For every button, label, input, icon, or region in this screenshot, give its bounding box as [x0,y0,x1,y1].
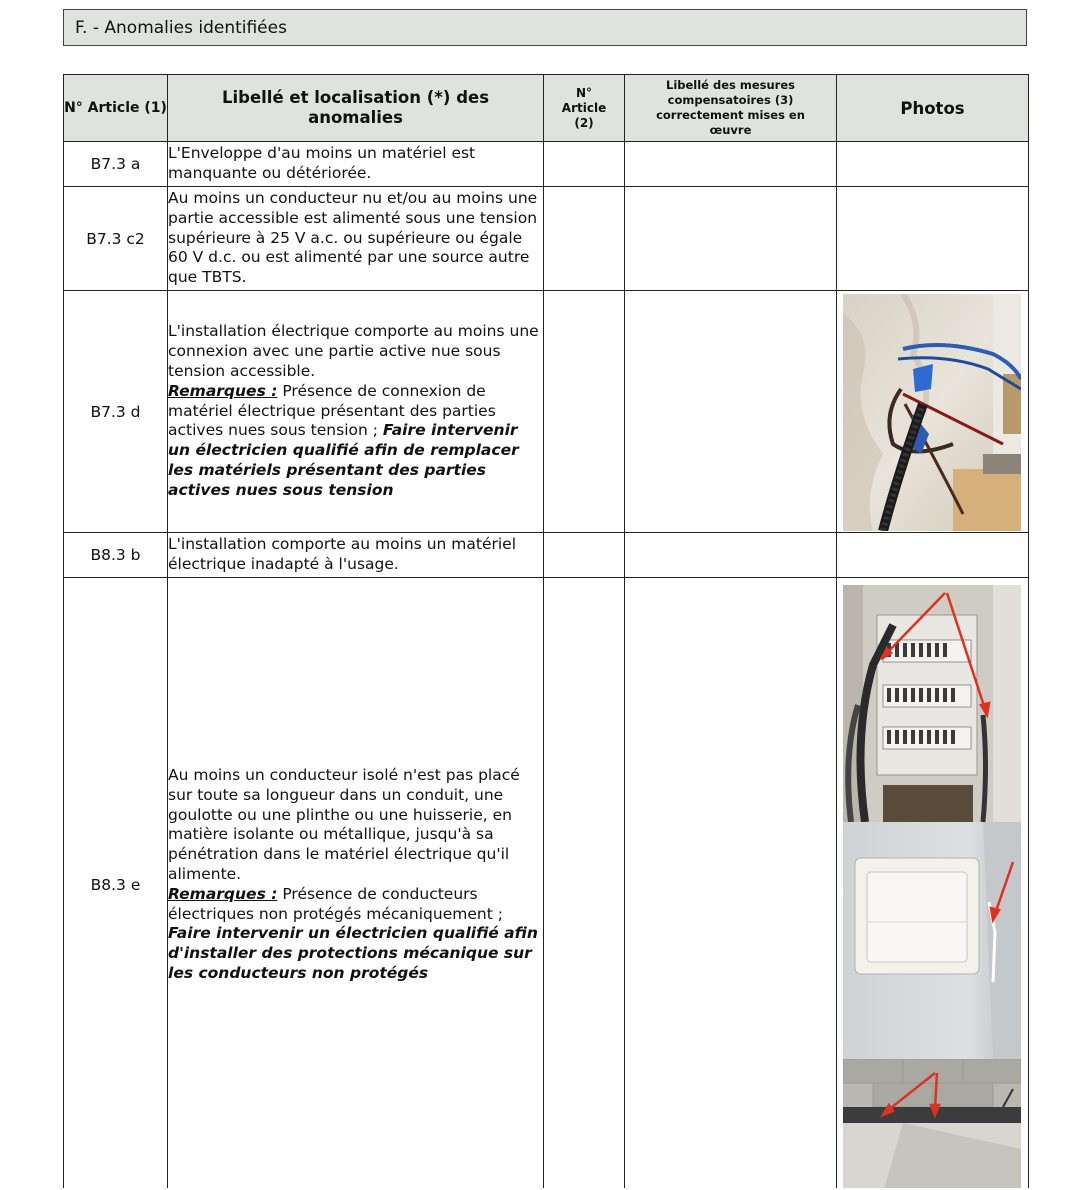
table-row [64,578,1029,1190]
n-article-cell [544,291,625,533]
remark-label: Remarques : [168,381,278,400]
remark-text: Présence de connexion de matériel électrique présentant des parties actives nues sous tension ; [168,381,496,440]
n-article-cell [544,533,625,578]
header-n-article: N° Article (2) [544,75,625,142]
header-photos: Photos [837,75,1029,142]
photo-cell [837,291,1029,533]
anomaly-description: Au moins un conducteur isolé n'est pas placé sur toute sa longueur dans un conduit, une goulotte ou une plinthe ou une huisserie, en matière isolante ou métallique, jusqu'à sa pénétration dans le matériel électrique qu'il alimente. Remarques : Présence de conducteurs électriques non protégés mécaniquement ; Faire intervenir un électricien qualifié afin d'installer des protections mécanique sur les conducteurs non protégés [168,578,544,1190]
photo-ceiling-cable [843,1059,1021,1190]
anomaly-description: Au moins un conducteur nu et/ou au moins une partie accessible est alimenté sous une tension supérieure à 25 V a.c. ou supérieure ou égale 60 V d.c. ou est alimenté par une source autre que TBTS. [168,187,544,291]
section-title: F. - Anomalies identifiées [63,9,1027,46]
table-row [64,142,1029,187]
wall-switch-image [843,822,1021,1059]
anomaly-description: L'installation comporte au moins un matériel électrique inadapté à l'usage. [168,533,544,578]
exposed-wiring-image [843,294,1021,531]
table-row [64,533,1029,578]
photo-electrical-panel [843,585,1021,822]
mesures-cell [625,142,837,187]
mesures-cell [625,533,837,578]
photo-cell [837,578,1029,1190]
mesures-cell [625,291,837,533]
article-code: B8.3 b [64,533,168,578]
remark-label: Remarques : [168,884,278,903]
anomaly-description: L'installation électrique comporte au moins une connexion avec une partie active nue sous tension accessible. Remarques : Présence de connexion de matériel électrique présentant des parties actives nues sous tension ; Faire intervenir un électricien qualifié afin de remplacer les matériels présentant des parties actives nues sous tension [168,291,544,533]
article-code: B7.3 a [64,142,168,187]
article-code: B7.3 c2 [64,187,168,291]
photo-wall-switch [843,822,1021,1059]
photo-cell [837,142,1029,187]
photo-exposed-wiring [843,294,1021,531]
photo-cell [837,533,1029,578]
mesures-cell [625,187,837,291]
photo-cell [837,187,1029,291]
article-code: B8.3 e [64,578,168,1190]
electrical-panel-image [843,585,1021,822]
anomaly-description: L'Enveloppe d'au moins un matériel est manquante ou détériorée. [168,142,544,187]
n-article-cell [544,142,625,187]
n-article-cell [544,578,625,1190]
header-libelle: Libellé et localisation (*) des anomalies [168,75,544,142]
n-article-cell [544,187,625,291]
anomalies-table [63,74,1029,1190]
table-row [64,291,1029,533]
ceiling-cable-image [843,1059,1021,1190]
mesures-cell [625,578,837,1190]
header-row [64,75,1029,142]
header-mesures: Libellé des mesures compensatoires (3) correctement mises en œuvre [625,75,837,142]
table-row [64,187,1029,291]
article-code: B7.3 d [64,291,168,533]
action-text: Faire intervenir un électricien qualifié afin d'installer des protections mécanique sur les conducteurs non protégés [168,924,538,982]
remark-text: Présence de conducteurs électriques non protégés mécaniquement ; [168,884,503,923]
header-article: N° Article (1) [64,75,168,142]
action-text: Faire intervenir un électricien qualifié afin de remplacer les matériels présentant des parties actives nues sous tension [168,421,519,499]
